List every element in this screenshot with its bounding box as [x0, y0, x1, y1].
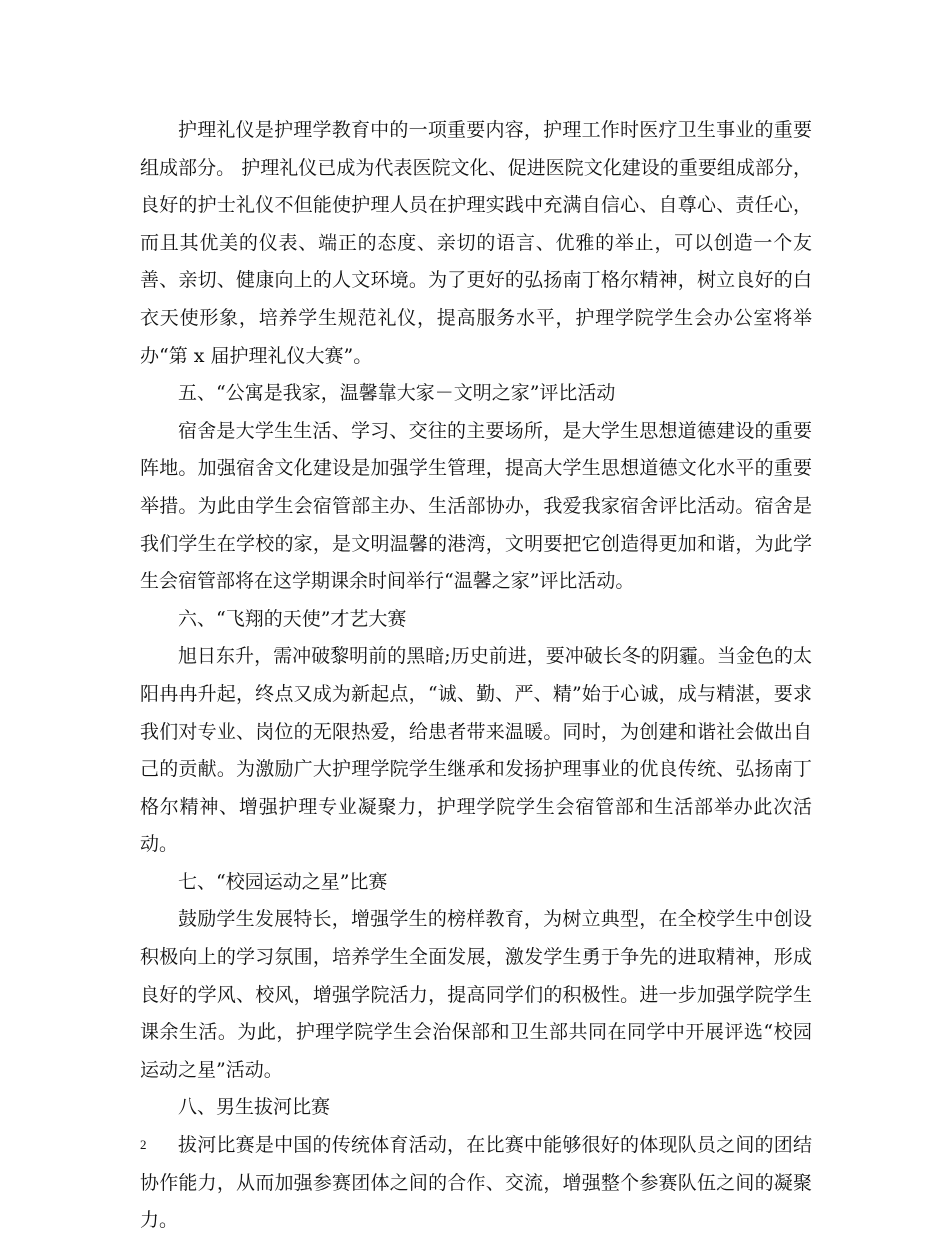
section-heading-7: 七、“校园运动之星”比赛: [178, 870, 388, 893]
paragraph-sports-star: 鼓励学生发展特长，增强学生的榜样教育，为树立典型，在全校学生中创设积极向上的学习氛围，培养学生全面发展，激发学生勇于争先的进取精神，形成良好的学风、校风，增强学院活力，提高同学们的积极性。进一步加强学院学生课余生活。为此，护理学院学生会治保部和卫生部共同在同学中开展评选“校园运动之星”活动。: [140, 908, 812, 1081]
document-body: [140, 112, 812, 1240]
paragraph-tug-of-war: 拔河比赛是中国的传统体育活动，在比赛中能够很好的体现队员之间的团结协作能力，从而加强参赛团体之间的合作、交流，增强整个参赛队伍之间的凝聚力。: [140, 1134, 812, 1232]
section-heading-5: 五、“公寓是我家，温馨靠大家－文明之家”评比活动: [178, 382, 616, 405]
section-heading-8: 八、男生拔河比赛: [178, 1096, 331, 1119]
page-number: 2: [140, 1137, 147, 1152]
paragraph-dormitory: 宿舍是大学生生活、学习、交往的主要场所，是大学生思想道德建设的重要阵地。加强宿舍文化建设是加强学生管理，提高大学生思想道德文化水平的重要举措。为此由学生会宿管部主办、生活部协办，我爱我家宿舍评比活动。宿舍是我们学生在学校的家，是文明温馨的港湾，文明要把它创造得更加和谐，为此学生会宿管部将在这学期课余时间举行“温馨之家”评比活动。: [140, 419, 812, 593]
paragraph-etiquette-contest: 护理礼仪是护理学教育中的一项重要内容，护理工作时医疗卫生事业的重要组成部分。 护理礼仪已成为代表医院文化、促进医院文化建设的重要组成部分，良好的护士礼仪不但能使护理人员在护理实践中充满自信心、自尊心、责任心，而且其优美的仪表、端正的态度、亲切的语言、优雅的举止，可以创造一个友善、亲切、健康向上的人文环境。为了更好的弘扬南丁格尔精神，树立良好的白衣天使形象，培养学生规范礼仪，提高服务水平，护理学院学生会办公室将举办“第 x 届护理礼仪大赛”。: [140, 119, 812, 367]
section-heading-6: 六、“飞翔的天使”才艺大赛: [178, 607, 407, 630]
paragraph-talent-contest: 旭日东升，需冲破黎明前的黑暗;历史前进，要冲破长冬的阴霾。当金色的太阳冉冉升起，终点又成为新起点，“诚、勤、严、精”始于心诚，成与精湛，要求我们对专业、岗位的无限热爱，给患者带来温暖。同时，为创建和谐社会做出自己的贡献。为激励广大护理学院学生继承和发扬护理事业的优良传统、弘扬南丁格尔精神、增强护理专业凝聚力，护理学院学生会宿管部和生活部举办此次活动。: [140, 645, 812, 856]
